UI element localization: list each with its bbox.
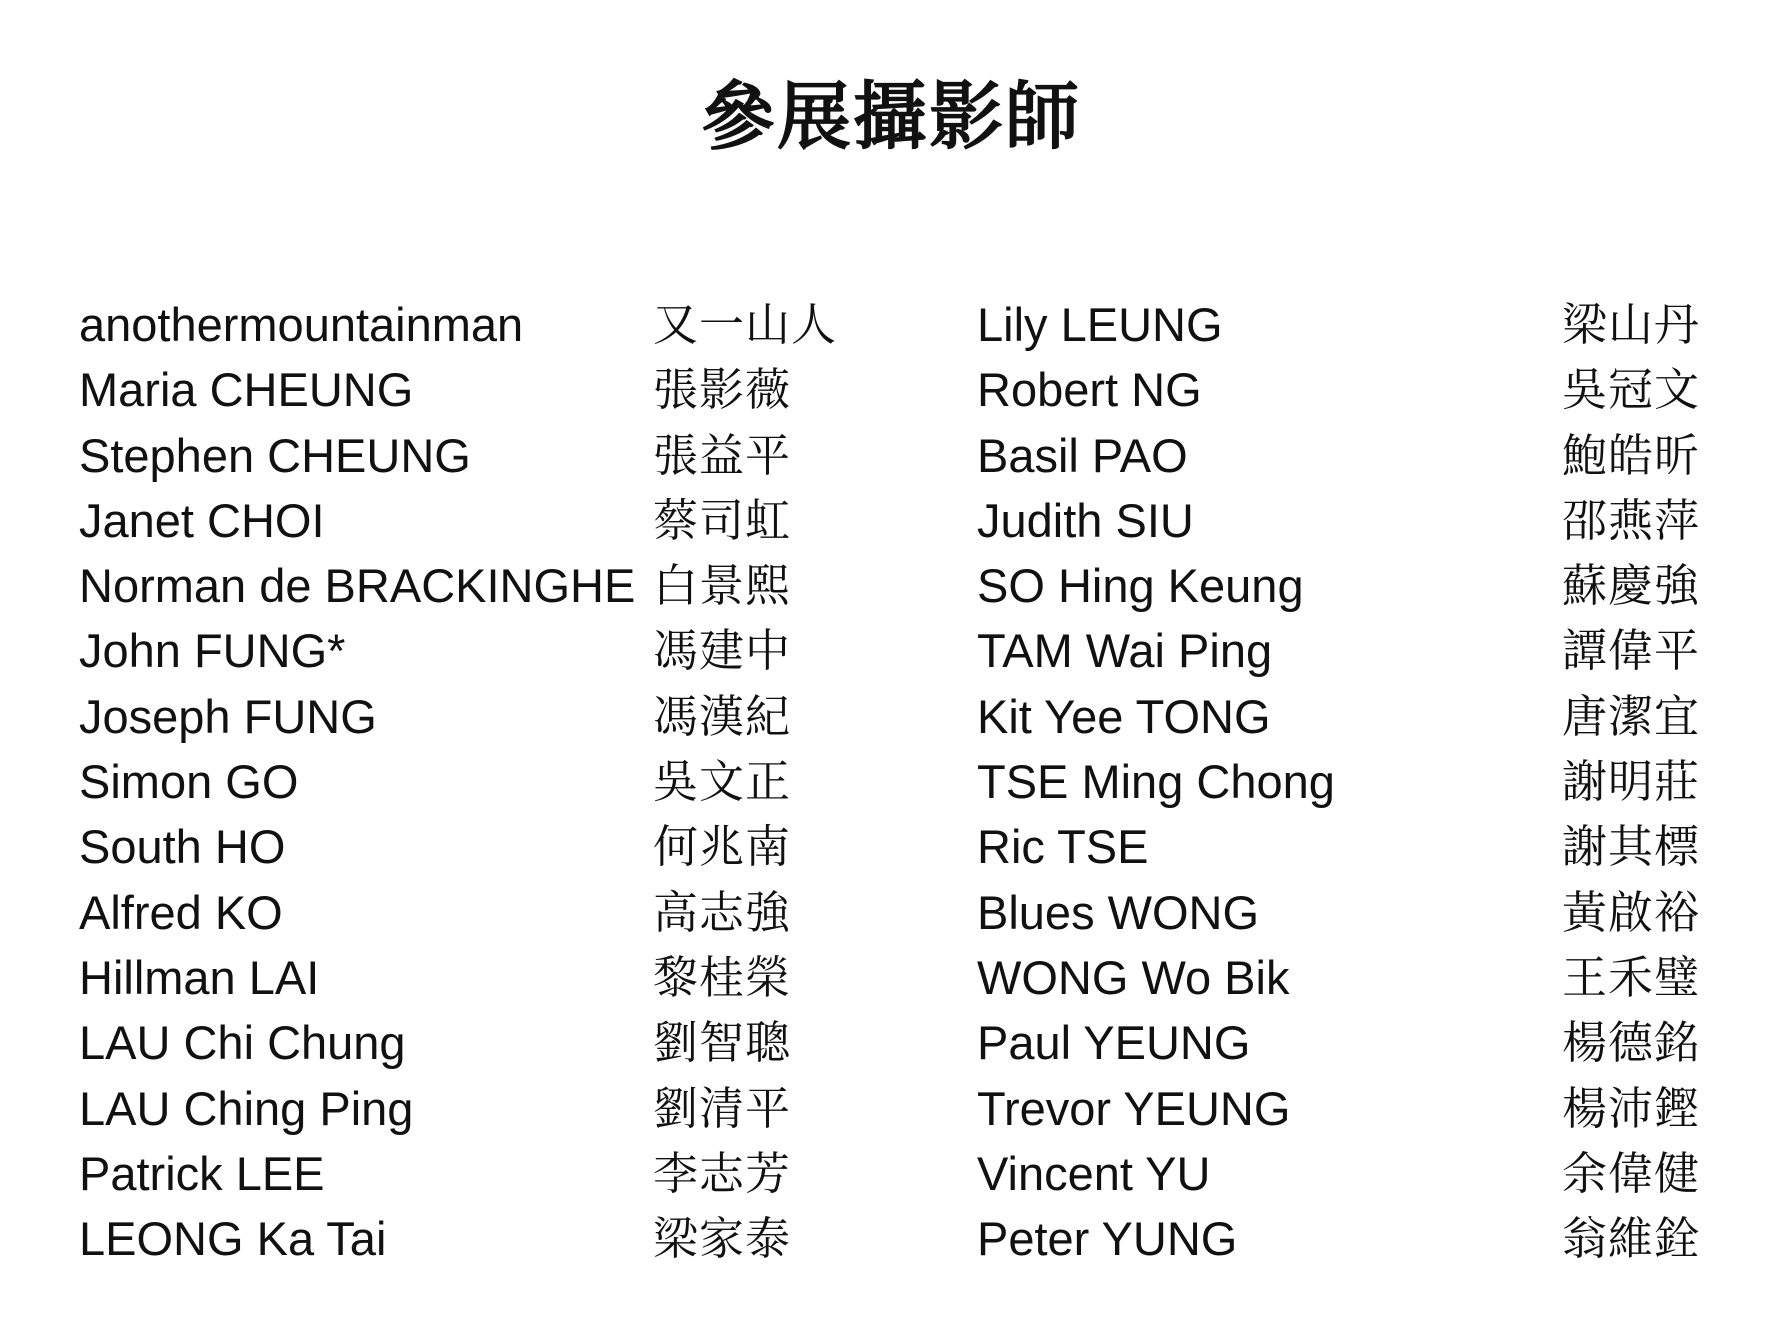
photographer-name-zh: 劉清平 (653, 1081, 792, 1135)
photographer-row (977, 292, 1700, 357)
photographer-name-zh: 梁家泰 (653, 1212, 792, 1266)
photographer-name-zh: 黎桂榮 (653, 950, 792, 1004)
photographer-row (79, 1141, 839, 1206)
photographer-name-zh: 譚偉平 (1561, 624, 1700, 678)
photographer-name-zh: 謝其標 (1561, 820, 1700, 874)
photographer-name-en: Patrick LEE (79, 1146, 325, 1200)
photographer-name-en: Kit Yee TONG (977, 689, 1271, 743)
photographer-name-zh: 謝明莊 (1561, 755, 1700, 809)
photographer-name-en: Basil PAO (977, 428, 1188, 482)
photographer-name-zh: 高志強 (653, 885, 792, 939)
photographer-name-en: TAM Wai Ping (977, 624, 1273, 678)
photographer-row (79, 684, 839, 749)
photographer-row (977, 684, 1700, 749)
photographer-name-zh: 張影薇 (653, 363, 792, 417)
photographer-row (977, 1076, 1700, 1141)
photographer-row (977, 1010, 1700, 1075)
photographer-name-zh: 何兆南 (653, 820, 792, 874)
photographer-list-right (977, 292, 1700, 1271)
photographer-row (977, 553, 1700, 618)
photographer-name-en: TSE Ming Chong (977, 755, 1335, 809)
photographer-name-zh: 余偉健 (1561, 1146, 1700, 1200)
photographer-name-en: Judith SIU (977, 493, 1194, 547)
photographer-name-zh: 張益平 (653, 428, 792, 482)
photographer-name-zh: 吳冠文 (1561, 363, 1700, 417)
photographer-name-en: Janet CHOI (79, 493, 325, 547)
photographer-name-en: Robert NG (977, 363, 1202, 417)
photographer-name-en: WONG Wo Bik (977, 950, 1290, 1004)
photographer-name-zh: 蘇慶強 (1561, 559, 1700, 613)
photographer-list-left (79, 292, 839, 1271)
photographer-name-en: LAU Chi Chung (79, 1016, 406, 1070)
photographer-name-en: Hillman LAI (79, 950, 320, 1004)
photographer-row (977, 1141, 1700, 1206)
photographer-row (79, 553, 839, 618)
photographer-row (977, 423, 1700, 488)
photographer-row (977, 488, 1700, 553)
photographer-name-zh: 楊沛鏗 (1561, 1081, 1700, 1135)
photographer-name-zh: 鮑皓昕 (1561, 428, 1700, 482)
photographer-name-en: LEONG Ka Tai (79, 1212, 387, 1266)
photographer-row (977, 1206, 1700, 1271)
page-title: 參展攝影師 (701, 74, 1081, 160)
photographer-row (79, 1206, 839, 1271)
photographer-name-zh: 又一山人 (653, 298, 838, 351)
photographer-name-zh: 王禾璧 (1561, 950, 1700, 1004)
photographer-name-en: SO Hing Keung (977, 559, 1304, 613)
photographer-name-en: Norman de BRACKINGHE (79, 559, 636, 613)
photographer-row (977, 880, 1700, 945)
photographer-name-zh: 白景熙 (653, 559, 792, 613)
photographer-row (79, 357, 839, 422)
photographer-row (79, 488, 839, 553)
photographer-name-zh: 蔡司虹 (653, 493, 792, 547)
photographer-name-en: LAU Ching Ping (79, 1081, 414, 1135)
photographer-row (79, 292, 839, 357)
photographer-name-zh: 馮漢紀 (653, 689, 792, 743)
photographer-name-en: Lily LEUNG (977, 298, 1223, 351)
photographer-name-en: Vincent YU (977, 1146, 1211, 1200)
photographer-name-en: South HO (79, 820, 286, 874)
photographer-name-en: Blues WONG (977, 885, 1260, 939)
photographer-name-en: Maria CHEUNG (79, 363, 414, 417)
photographer-row (79, 945, 839, 1010)
photographer-row (79, 814, 839, 879)
photographer-name-en: Paul YEUNG (977, 1016, 1251, 1070)
photographer-name-en: John FUNG* (79, 624, 346, 678)
photographer-row (79, 1010, 839, 1075)
photographer-name-en: Simon GO (79, 755, 299, 809)
photographer-name-en: anothermountainman (79, 298, 524, 351)
photographer-row (79, 880, 839, 945)
photographer-row (977, 618, 1700, 683)
photographer-name-zh: 楊德銘 (1561, 1016, 1700, 1070)
photographer-name-zh: 李志芳 (653, 1146, 792, 1200)
photographer-row (977, 814, 1700, 879)
photographer-name-zh: 梁山丹 (1561, 298, 1700, 351)
photographer-row (977, 357, 1700, 422)
photographer-name-zh: 邵燕萍 (1561, 493, 1700, 547)
photographer-name-zh: 黃啟裕 (1561, 885, 1700, 939)
photographer-name-zh: 吳文正 (653, 755, 792, 809)
photographer-name-en: Stephen CHEUNG (79, 428, 471, 482)
photographer-name-en: Peter YUNG (977, 1212, 1238, 1266)
photographer-row (977, 945, 1700, 1010)
photographer-name-zh: 翁維銓 (1561, 1212, 1700, 1266)
photographer-row (977, 749, 1700, 814)
photographer-row (79, 749, 839, 814)
photographer-name-en: Alfred KO (79, 885, 283, 939)
photographer-name-zh: 唐潔宜 (1561, 689, 1700, 743)
photographer-name-en: Joseph FUNG (79, 689, 377, 743)
photographer-row (79, 423, 839, 488)
photographer-name-en: Trevor YEUNG (977, 1081, 1291, 1135)
photographer-row (79, 1076, 839, 1141)
photographer-name-zh: 劉智聰 (653, 1016, 792, 1070)
photographer-name-en: Ric TSE (977, 820, 1149, 874)
photographer-row (79, 618, 839, 683)
photographer-name-zh: 馮建中 (653, 624, 792, 678)
